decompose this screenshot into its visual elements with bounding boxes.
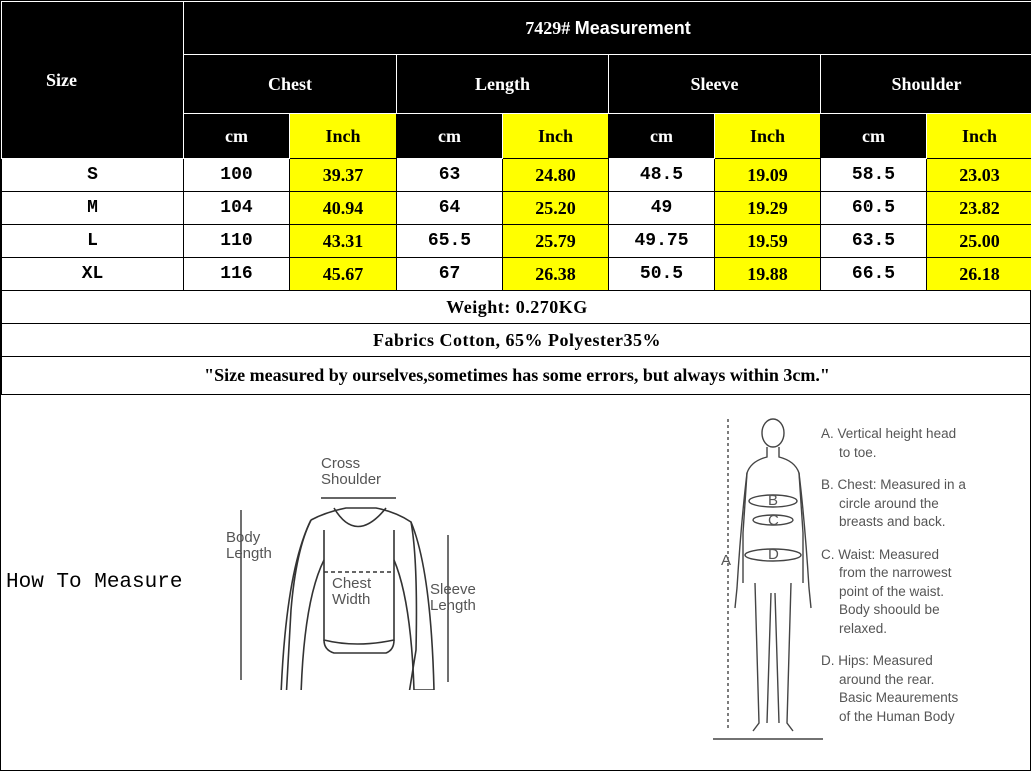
table-row xyxy=(2,225,1031,258)
shirt-collar xyxy=(334,508,386,527)
sleeve-inch: 19.59 xyxy=(715,225,821,258)
length-cm: 67 xyxy=(397,258,503,291)
row-size: XL xyxy=(2,258,184,291)
title-code: 7429# xyxy=(525,18,570,38)
note-d-line-4: of the Human Body xyxy=(821,708,1021,727)
note-c-line-4: Body shoould be xyxy=(821,601,1021,620)
col-sleeve: Sleeve xyxy=(609,55,821,114)
note-c xyxy=(821,546,1021,639)
figure-inner-legs xyxy=(767,593,779,723)
note-b-line-2: circle around the xyxy=(821,495,1021,514)
weight-row: Weight: 0.270KG xyxy=(2,291,1031,324)
how-to-measure-label: How To Measure xyxy=(6,571,182,594)
shoulder-cm: 63.5 xyxy=(821,225,927,258)
cross-shoulder-label-2: Shoulder xyxy=(321,471,381,488)
table-row xyxy=(2,159,1031,192)
unit-inch: Inch xyxy=(503,114,609,159)
how-to-measure-section xyxy=(1,394,1031,772)
chest-cm: 110 xyxy=(184,225,290,258)
figure-right-leg xyxy=(787,583,793,731)
chest-cm: 100 xyxy=(184,159,290,192)
title-word: Measurement xyxy=(575,18,691,38)
sleeve-length-label-2: Length xyxy=(430,597,476,614)
sleeve-cm: 48.5 xyxy=(609,159,715,192)
unit-inch: Inch xyxy=(290,114,397,159)
unit-cm: cm xyxy=(609,114,715,159)
note-b-line-1: B. Chest: Measured in a xyxy=(821,476,1021,495)
length-inch: 25.20 xyxy=(503,192,609,225)
note-b xyxy=(821,476,1021,532)
sleeve-inch: 19.09 xyxy=(715,159,821,192)
note-d-line-3: Basic Meaurements xyxy=(821,689,1021,708)
body-length-label-1: Body xyxy=(226,529,261,546)
body-label-b: B xyxy=(768,492,778,509)
shoulder-inch: 23.82 xyxy=(927,192,1031,225)
note-c-line-3: point of the waist. xyxy=(821,583,1021,602)
body-measure-notes xyxy=(821,425,1021,740)
chest-inch: 40.94 xyxy=(290,192,397,225)
col-shoulder: Shoulder xyxy=(821,55,1031,114)
length-inch: 24.80 xyxy=(503,159,609,192)
chest-inch: 43.31 xyxy=(290,225,397,258)
shoulder-inch: 26.18 xyxy=(927,258,1031,291)
figure-left-leg xyxy=(753,583,759,731)
col-chest: Chest xyxy=(184,55,397,114)
note-c-line-5: relaxed. xyxy=(821,620,1021,639)
note-d-line-2: around the rear. xyxy=(821,671,1021,690)
sleeve-cm: 50.5 xyxy=(609,258,715,291)
length-cm: 64 xyxy=(397,192,503,225)
figure-left-arm xyxy=(735,473,747,608)
length-inch: 25.79 xyxy=(503,225,609,258)
length-cm: 65.5 xyxy=(397,225,503,258)
shoulder-inch: 23.03 xyxy=(927,159,1031,192)
table-row xyxy=(2,192,1031,225)
col-length: Length xyxy=(397,55,609,114)
chest-cm: 104 xyxy=(184,192,290,225)
shirt-diagram xyxy=(216,450,486,690)
note-c-line-2: from the narrowest xyxy=(821,564,1021,583)
row-size: L xyxy=(2,225,184,258)
note-c-line-1: C. Waist: Measured xyxy=(821,546,1021,565)
size-header: Size xyxy=(2,2,184,159)
chest-cm: 116 xyxy=(184,258,290,291)
unit-cm: cm xyxy=(397,114,503,159)
size-note: "Size measured by ourselves,sometimes has some errors, but always within 3cm." xyxy=(2,357,1031,395)
human-body-diagram xyxy=(713,413,823,753)
table-title xyxy=(184,2,1031,55)
length-cm: 63 xyxy=(397,159,503,192)
note-a xyxy=(821,425,1021,462)
sleeve-length-label-1: Sleeve xyxy=(430,581,476,598)
unit-inch: Inch xyxy=(715,114,821,159)
length-inch: 26.38 xyxy=(503,258,609,291)
table-row xyxy=(2,258,1031,291)
row-size: M xyxy=(2,192,184,225)
sleeve-cm: 49.75 xyxy=(609,225,715,258)
fabrics-row: Fabrics Cotton, 65% Polyester35% xyxy=(2,324,1031,357)
figure-right-arm xyxy=(799,473,811,608)
chest-width-label-1: Chest xyxy=(332,575,372,592)
unit-inch: Inch xyxy=(927,114,1031,159)
shoulder-cm: 58.5 xyxy=(821,159,927,192)
body-length-label-2: Length xyxy=(226,545,272,562)
chest-inch: 39.37 xyxy=(290,159,397,192)
note-a-line-1: A. Vertical height head xyxy=(821,425,1021,444)
sleeve-inch: 19.29 xyxy=(715,192,821,225)
note-d-line-1: D. Hips: Measured xyxy=(821,652,1021,671)
body-label-a: A xyxy=(721,552,731,569)
note-a-line-2: to toe. xyxy=(821,444,1021,463)
chest-inch: 45.67 xyxy=(290,258,397,291)
shoulder-cm: 60.5 xyxy=(821,192,927,225)
body-label-c: C xyxy=(768,512,779,529)
sleeve-inch: 19.88 xyxy=(715,258,821,291)
note-d xyxy=(821,652,1021,726)
figure-head xyxy=(762,419,784,447)
shoulder-cm: 66.5 xyxy=(821,258,927,291)
chest-width-label-2: Width xyxy=(332,591,370,608)
shoulder-inch: 25.00 xyxy=(927,225,1031,258)
unit-cm: cm xyxy=(821,114,927,159)
cross-shoulder-label-1: Cross xyxy=(321,455,360,472)
sleeve-cm: 49 xyxy=(609,192,715,225)
body-label-d: D xyxy=(768,546,779,563)
note-b-line-3: breasts and back. xyxy=(821,513,1021,532)
size-table xyxy=(1,1,1031,395)
row-size: S xyxy=(2,159,184,192)
unit-cm: cm xyxy=(184,114,290,159)
